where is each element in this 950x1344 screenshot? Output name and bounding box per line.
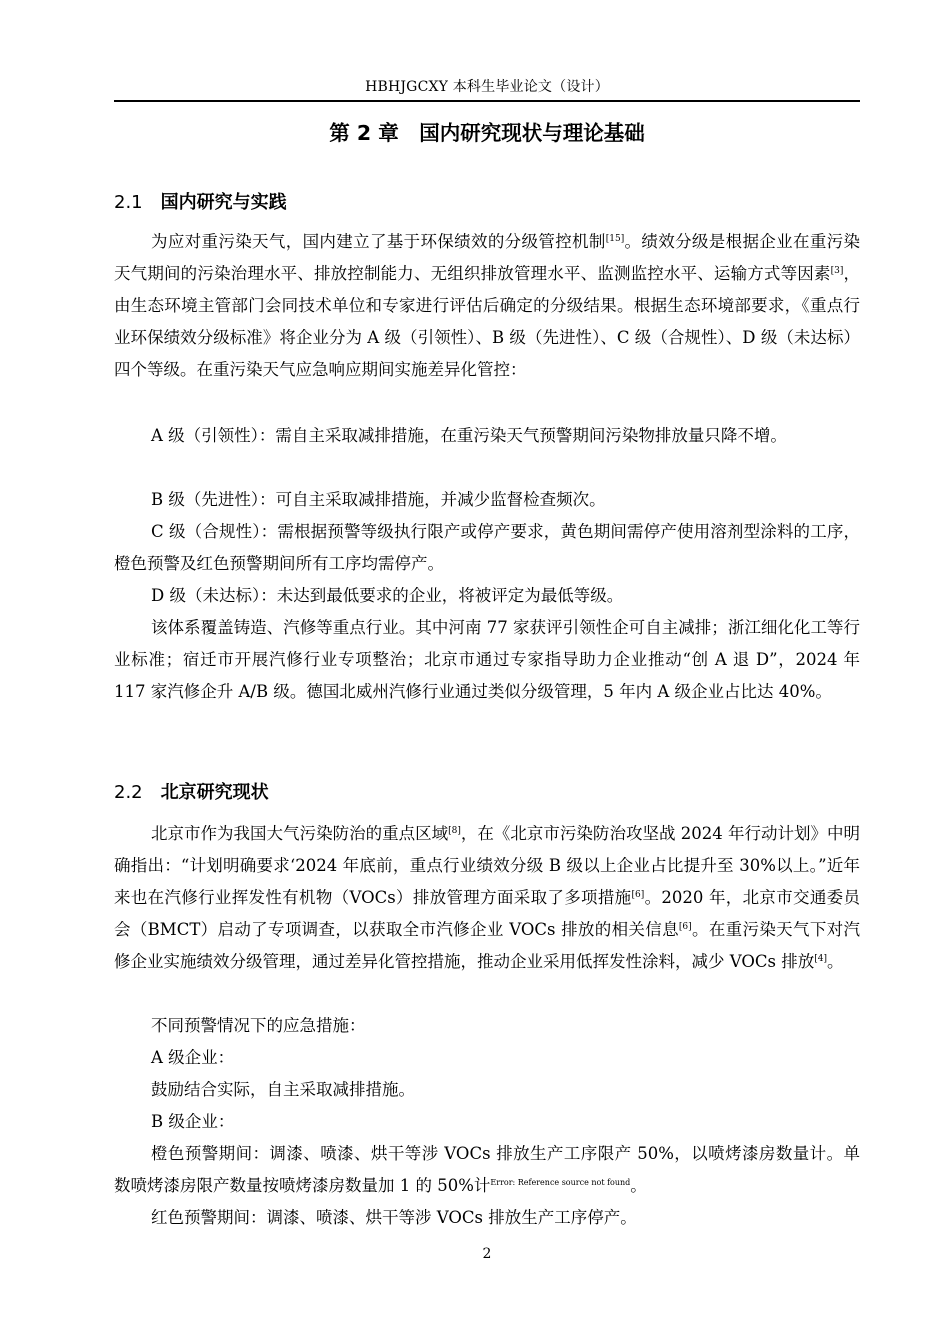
section-number: 2.2 <box>114 782 143 803</box>
citation[interactable]: [15] <box>605 234 625 244</box>
citation[interactable]: [6] <box>631 890 645 900</box>
section-heading-2-2 <box>114 778 269 804</box>
section-heading-2-1 <box>114 188 287 214</box>
paragraph: 橙色预警期间：调漆、喷漆、烘干等涉 VOCs 排放生产工序限产 50%，以喷烤漆房数量计。单数喷烤漆房限产数量按喷烤漆房数量加 1 的 50%计$^{Error: Reference source not found}$。 <box>114 1144 860 1195</box>
paragraph: 北京市作为我国大气污染防治的重点区域[8]，在《北京市污染防治攻坚战 2024 年行动计划》中明确指出：“计划明确要求‘2024 年底前，重点行业绩效分级 B 级以上企业占比提升至 30%以上。”近年来也在汽修行业挥发性有机物（VOCs）排放管理方面采取了多项措施[6]。2020 年，北京市交通委员会（BMCT）启动了专项调查，以获取全市汽修企业 VOCs 排放的相关信息[6]。在重污染天气下对汽修企业实施绩效分级管理，通过差异化管控措施，推动企业采用低挥发性涂料，减少 VOCs 排放[4]。 <box>114 824 861 971</box>
paragraph: D 级（未达标）：未达到最低要求的企业，将被评定为最低等级。 <box>151 586 624 605</box>
citation[interactable]: [3] <box>830 266 844 276</box>
paragraph: B 级企业： <box>151 1112 235 1131</box>
page-number: 2 <box>482 1246 492 1262</box>
header-rule <box>114 100 860 102</box>
running-header: HBHJGCXY 本科生毕业论文（设计） <box>365 79 609 95</box>
paragraph: A 级（引领性）：需自主采取减排措施，在重污染天气预警期间污染物排放量只降不增。 <box>151 426 787 445</box>
section-title: 国内研究与实践 <box>160 192 287 213</box>
paragraph: B 级（先进性）：可自主采取减排措施，并减少监督检查频次。 <box>151 490 606 509</box>
citation[interactable]: [4] <box>814 954 827 964</box>
paragraph: 不同预警情况下的应急措施： <box>151 1016 366 1035</box>
chapter-title: 第 2 章 国内研究现状与理论基础 <box>329 121 645 145</box>
citation[interactable]: [8] <box>448 826 461 836</box>
reference-error: Error: Reference source not found <box>490 1178 631 1187</box>
paragraph: 鼓励结合实际，自主采取减排措施。 <box>151 1080 415 1099</box>
section-title: 北京研究现状 <box>160 782 269 803</box>
paragraph: A 级企业： <box>151 1048 235 1067</box>
paragraph: 该体系覆盖铸造、汽修等重点行业。其中河南 77 家获评引领性企可自主减排；浙江细化化工等行业标准；宿迁市开展汽修行业专项整治；北京市通过专家指导助力企业推动“创 A 退 D”，2024 年 117 家汽修企升 A/B 级。德国北威州汽修行业通过类似分级管理，5 年内 A 级企业占比达 40%。 <box>114 618 860 701</box>
paragraph: C 级（合规性）：需根据预警等级执行限产或停产要求，黄色期间需停产使用溶剂型涂料的工序，橙色预警及红色预警期间所有工序均需停产。 <box>114 522 860 573</box>
section-number: 2.1 <box>114 192 143 213</box>
citation[interactable]: [6] <box>678 922 692 932</box>
paragraph: 红色预警期间：调漆、喷漆、烘干等涉 VOCs 排放生产工序停产。 <box>151 1208 637 1227</box>
paragraph: 为应对重污染天气，国内建立了基于环保绩效的分级管控机制[15]。绩效分级是根据企业在重污染天气期间的污染治理水平、排放控制能力、无组织排放管理水平、监测监控水平、运输方式等因素[3]，由生态环境主管部门会同技术单位和专家进行评估后确定的分级结果。根据生态环境部要求，《重点行业环保绩效分级标准》将企业分为 A 级（引领性）、B 级（先进性）、C 级（合规性）、D 级（未达标）四个等级。在重污染天气应急响应期间实施差异化管控： <box>114 232 861 379</box>
